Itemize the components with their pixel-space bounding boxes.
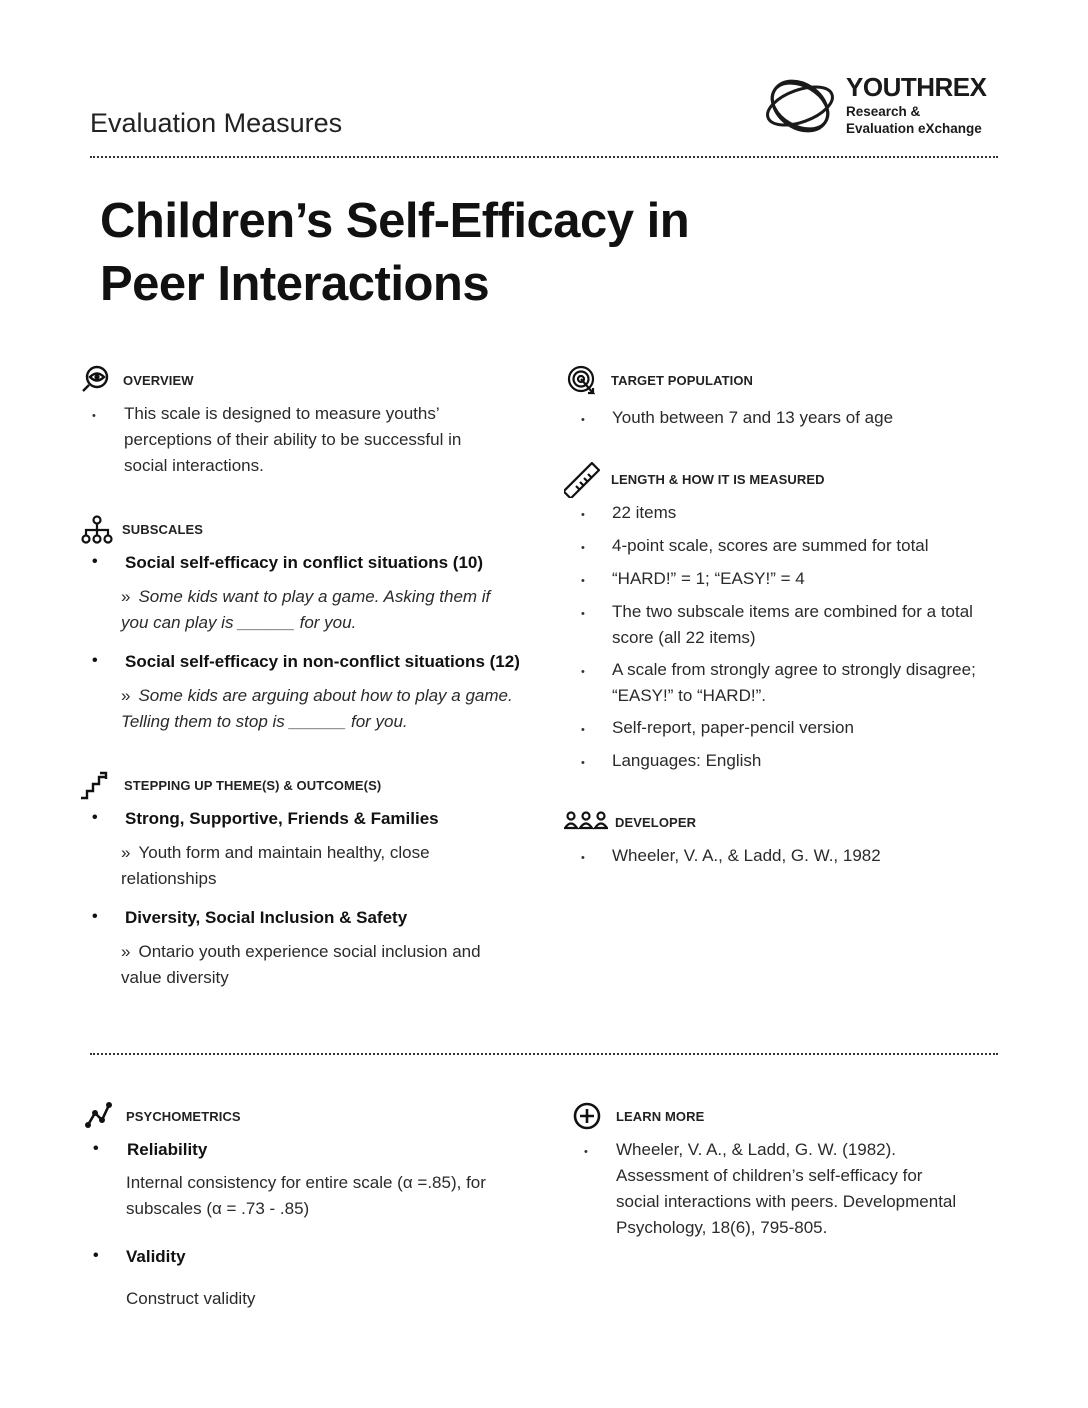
learn-more-citation bbox=[616, 1137, 956, 1241]
youthrex-logo bbox=[762, 70, 1002, 140]
example-line: Telling them to stop is ______ for you. bbox=[121, 712, 408, 731]
theme-label: Strong, Supportive, Friends & Families bbox=[125, 809, 439, 828]
length-item bbox=[612, 599, 973, 651]
logo-subtitle-line2: Evaluation eXchange bbox=[846, 121, 982, 136]
length-line: score (all 22 items) bbox=[612, 628, 756, 647]
validity-label: Validity bbox=[126, 1247, 186, 1266]
bullet: • bbox=[92, 553, 98, 570]
subscale-label: Social self-efficacy in non-conflict situations (12) bbox=[125, 652, 520, 671]
bullet: • bbox=[93, 1247, 99, 1264]
overview-text bbox=[124, 401, 461, 479]
line-graph-icon bbox=[84, 1101, 118, 1131]
orbit-logo-icon bbox=[762, 70, 842, 142]
detail-line: Youth form and maintain healthy, close bbox=[138, 843, 430, 862]
reliability-label: Reliability bbox=[127, 1140, 208, 1159]
theme-detail: » Youth form and maintain healthy, close relationships bbox=[121, 840, 541, 892]
psychometrics-heading: PSYCHOMETRICS bbox=[126, 1109, 241, 1124]
bullet: • bbox=[581, 575, 585, 587]
target-population-heading: TARGET POPULATION bbox=[611, 373, 754, 388]
bullet: • bbox=[92, 908, 98, 925]
citation-line: social interactions with peers. Developmental bbox=[616, 1192, 957, 1211]
eye-magnifier-icon bbox=[80, 364, 114, 394]
bullet: • bbox=[581, 666, 585, 678]
bullet: • bbox=[581, 509, 585, 521]
example-line: Some kids want to play a game. Asking them if bbox=[138, 587, 491, 606]
section-label: Evaluation Measures bbox=[90, 108, 343, 138]
subscale-label: Social self-efficacy in conflict situations (10) bbox=[125, 553, 484, 572]
detail-line: value diversity bbox=[121, 968, 229, 987]
citation-line: Psychology, 18(6), 795-805. bbox=[616, 1218, 828, 1237]
theme-detail: » Ontario youth experience social inclusion and value diversity bbox=[121, 939, 541, 991]
developer-text: Wheeler, V. A., & Ladd, G. W., 1982 bbox=[612, 846, 881, 865]
target-population-text: Youth between 7 and 13 years of age bbox=[612, 408, 894, 427]
bullet: • bbox=[92, 410, 96, 422]
page-title bbox=[100, 190, 860, 316]
people-icon bbox=[564, 810, 608, 832]
length-item: Languages: English bbox=[612, 751, 762, 770]
example-line: you can play is ______ for you. bbox=[121, 613, 357, 632]
logo-subtitle-line1: Research & bbox=[846, 104, 921, 119]
theme-label: Diversity, Social Inclusion & Safety bbox=[125, 908, 408, 927]
logo-subtitle bbox=[846, 103, 982, 137]
length-line: “EASY!” to “HARD!”. bbox=[612, 686, 766, 705]
validity-text: Construct validity bbox=[126, 1289, 256, 1308]
logo-name: YOUTHREX bbox=[846, 72, 987, 102]
subscales-heading: SUBSCALES bbox=[122, 522, 204, 537]
overview-heading: OVERVIEW bbox=[123, 373, 194, 388]
header-divider bbox=[90, 156, 998, 158]
hierarchy-icon bbox=[80, 515, 114, 545]
title-line2: Peer Interactions bbox=[100, 257, 490, 311]
ruler-icon bbox=[564, 462, 598, 492]
length-item: 4-point scale, scores are summed for total bbox=[612, 536, 929, 555]
stepping-up-heading: STEPPING UP THEME(S) & OUTCOME(S) bbox=[124, 778, 382, 793]
bullet: • bbox=[92, 809, 98, 826]
length-heading: LENGTH & HOW IT IS MEASURED bbox=[611, 472, 825, 487]
detail-line: relationships bbox=[121, 869, 217, 888]
section-divider bbox=[90, 1053, 998, 1055]
bullet: • bbox=[581, 724, 585, 736]
subscale-example: » Some kids are arguing about how to play a game. Telling them to stop is ______ for you. bbox=[121, 683, 551, 735]
learn-more-heading: LEARN MORE bbox=[616, 1109, 705, 1124]
overview-line: perceptions of their ability to be successful in bbox=[124, 430, 462, 449]
overview-line: social interactions. bbox=[124, 456, 264, 475]
detail-line: Ontario youth experience social inclusion and bbox=[138, 942, 481, 961]
citation-line: Assessment of children’s self-efficacy for bbox=[616, 1166, 923, 1185]
length-item bbox=[612, 657, 976, 709]
citation-line: Wheeler, V. A., & Ladd, G. W. (1982). bbox=[616, 1140, 897, 1159]
target-icon bbox=[566, 364, 600, 394]
bullet: • bbox=[581, 757, 585, 769]
title-line1: Children’s Self-Efficacy in bbox=[100, 194, 690, 248]
bullet: • bbox=[584, 1146, 588, 1158]
bullet: • bbox=[581, 608, 585, 620]
length-line: The two subscale items are combined for a total bbox=[612, 602, 973, 621]
length-item: 22 items bbox=[612, 503, 677, 522]
length-item: “HARD!” = 1; “EASY!” = 4 bbox=[612, 569, 805, 588]
bullet: • bbox=[93, 1140, 99, 1157]
example-line: Some kids are arguing about how to play a game. bbox=[138, 686, 513, 705]
reliability-text bbox=[126, 1170, 486, 1222]
length-line: A scale from strongly agree to strongly disagree; bbox=[612, 660, 976, 679]
bullet: • bbox=[581, 852, 585, 864]
bullet: • bbox=[92, 652, 98, 669]
bullet: • bbox=[581, 414, 585, 426]
plus-circle-icon bbox=[572, 1101, 606, 1131]
reliability-line: subscales (α = .73 - .85) bbox=[126, 1199, 310, 1218]
stairs-icon bbox=[78, 770, 112, 800]
bullet: • bbox=[581, 542, 585, 554]
developer-heading: DEVELOPER bbox=[615, 815, 697, 830]
overview-line: This scale is designed to measure youths’ bbox=[124, 404, 440, 423]
subscale-example: » Some kids want to play a game. Asking them if you can play is ______ for you. bbox=[121, 584, 541, 636]
length-item: Self-report, paper-pencil version bbox=[612, 718, 854, 737]
reliability-line: Internal consistency for entire scale (α =.85), for bbox=[126, 1173, 486, 1192]
